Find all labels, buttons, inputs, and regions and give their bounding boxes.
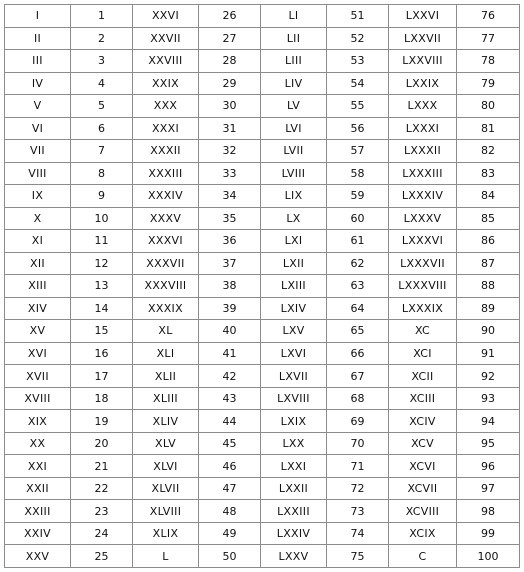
arabic-number-cell: 91 — [457, 342, 520, 365]
arabic-number-cell: 34 — [199, 185, 261, 208]
arabic-number-cell: 8 — [71, 162, 133, 185]
arabic-number-cell: 59 — [327, 185, 389, 208]
roman-numeral-cell: XIII — [5, 275, 71, 298]
table-row — [5, 320, 520, 343]
table-row — [5, 27, 520, 50]
arabic-number-cell: 47 — [199, 477, 261, 500]
arabic-number-cell: 40 — [199, 320, 261, 343]
arabic-number-cell: 20 — [71, 432, 133, 455]
arabic-number-cell: 64 — [327, 297, 389, 320]
arabic-number-cell: 71 — [327, 455, 389, 478]
arabic-number-cell: 4 — [71, 72, 133, 95]
arabic-number-cell: 66 — [327, 342, 389, 365]
arabic-number-cell: 27 — [199, 27, 261, 50]
roman-numeral-cell: LXXXIV — [389, 185, 457, 208]
roman-numeral-cell: XI — [5, 230, 71, 253]
roman-numeral-cell: LXIV — [261, 297, 327, 320]
roman-numeral-cell: III — [5, 50, 71, 73]
arabic-number-cell: 33 — [199, 162, 261, 185]
arabic-number-cell: 73 — [327, 500, 389, 523]
arabic-number-cell: 89 — [457, 297, 520, 320]
roman-numeral-cell: XLIX — [133, 522, 199, 545]
arabic-number-cell: 53 — [327, 50, 389, 73]
roman-numeral-cell: XXIV — [5, 522, 71, 545]
roman-numeral-cell: LXXIV — [261, 522, 327, 545]
arabic-number-cell: 43 — [199, 387, 261, 410]
arabic-number-cell: 21 — [71, 455, 133, 478]
roman-numeral-cell: XCIII — [389, 387, 457, 410]
roman-numeral-cell: LXV — [261, 320, 327, 343]
arabic-number-cell: 26 — [199, 5, 261, 28]
arabic-number-cell: 42 — [199, 365, 261, 388]
arabic-number-cell: 69 — [327, 410, 389, 433]
arabic-number-cell: 35 — [199, 207, 261, 230]
roman-numeral-cell: XCIX — [389, 522, 457, 545]
roman-numeral-cell: XLIII — [133, 387, 199, 410]
roman-numeral-cell: XCVIII — [389, 500, 457, 523]
table-body — [5, 5, 520, 568]
roman-numeral-cell: XLVII — [133, 477, 199, 500]
roman-numeral-cell: LIII — [261, 50, 327, 73]
table-row — [5, 297, 520, 320]
roman-numeral-cell: XXXIX — [133, 297, 199, 320]
roman-numeral-cell: VII — [5, 140, 71, 163]
roman-numeral-cell: LIV — [261, 72, 327, 95]
table-row — [5, 432, 520, 455]
arabic-number-cell: 25 — [71, 545, 133, 568]
roman-numeral-cell: LXXIX — [389, 72, 457, 95]
roman-numeral-cell: LVIII — [261, 162, 327, 185]
table-row — [5, 185, 520, 208]
roman-numeral-cell: LXVI — [261, 342, 327, 365]
roman-numeral-cell: XLV — [133, 432, 199, 455]
arabic-number-cell: 75 — [327, 545, 389, 568]
roman-numeral-cell: XLVIII — [133, 500, 199, 523]
arabic-number-cell: 80 — [457, 95, 520, 118]
arabic-number-cell: 61 — [327, 230, 389, 253]
roman-numeral-cell: LXII — [261, 252, 327, 275]
roman-numeral-cell: LXI — [261, 230, 327, 253]
arabic-number-cell: 23 — [71, 500, 133, 523]
roman-numeral-cell: LXXV — [261, 545, 327, 568]
arabic-number-cell: 94 — [457, 410, 520, 433]
arabic-number-cell: 72 — [327, 477, 389, 500]
roman-numeral-cell: II — [5, 27, 71, 50]
arabic-number-cell: 19 — [71, 410, 133, 433]
arabic-number-cell: 50 — [199, 545, 261, 568]
arabic-number-cell: 77 — [457, 27, 520, 50]
roman-numeral-cell: LXXXV — [389, 207, 457, 230]
arabic-number-cell: 90 — [457, 320, 520, 343]
arabic-number-cell: 12 — [71, 252, 133, 275]
roman-numeral-cell: LXXVIII — [389, 50, 457, 73]
arabic-number-cell: 6 — [71, 117, 133, 140]
table-row — [5, 117, 520, 140]
roman-numeral-cell: LXXXIII — [389, 162, 457, 185]
arabic-number-cell: 22 — [71, 477, 133, 500]
roman-numeral-cell: XXVI — [133, 5, 199, 28]
table-row — [5, 342, 520, 365]
arabic-number-cell: 41 — [199, 342, 261, 365]
roman-numeral-cell: XXVII — [133, 27, 199, 50]
arabic-number-cell: 9 — [71, 185, 133, 208]
roman-numeral-cell: XVIII — [5, 387, 71, 410]
arabic-number-cell: 48 — [199, 500, 261, 523]
arabic-number-cell: 7 — [71, 140, 133, 163]
roman-numeral-cell: XIV — [5, 297, 71, 320]
arabic-number-cell: 3 — [71, 50, 133, 73]
roman-numeral-cell: XCIV — [389, 410, 457, 433]
arabic-number-cell: 38 — [199, 275, 261, 298]
roman-numeral-cell: XIX — [5, 410, 71, 433]
arabic-number-cell: 49 — [199, 522, 261, 545]
roman-numeral-cell: XXV — [5, 545, 71, 568]
arabic-number-cell: 98 — [457, 500, 520, 523]
roman-numeral-cell: XX — [5, 432, 71, 455]
roman-numeral-cell: XCVII — [389, 477, 457, 500]
arabic-number-cell: 37 — [199, 252, 261, 275]
arabic-number-cell: 18 — [71, 387, 133, 410]
table-row — [5, 5, 520, 28]
roman-numeral-cell: LX — [261, 207, 327, 230]
table-row — [5, 275, 520, 298]
arabic-number-cell: 15 — [71, 320, 133, 343]
roman-numeral-cell: LXXII — [261, 477, 327, 500]
roman-numeral-cell: LXXVI — [389, 5, 457, 28]
roman-numeral-cell: XII — [5, 252, 71, 275]
roman-numeral-cell: XXII — [5, 477, 71, 500]
arabic-number-cell: 93 — [457, 387, 520, 410]
roman-numeral-cell: XLI — [133, 342, 199, 365]
roman-numeral-cell: XXXVI — [133, 230, 199, 253]
roman-numeral-cell: LXIII — [261, 275, 327, 298]
arabic-number-cell: 76 — [457, 5, 520, 28]
roman-numeral-cell: XXXVII — [133, 252, 199, 275]
roman-numeral-cell: XXIII — [5, 500, 71, 523]
arabic-number-cell: 99 — [457, 522, 520, 545]
roman-numeral-cell: XVII — [5, 365, 71, 388]
arabic-number-cell: 24 — [71, 522, 133, 545]
arabic-number-cell: 60 — [327, 207, 389, 230]
roman-numeral-cell: VI — [5, 117, 71, 140]
arabic-number-cell: 54 — [327, 72, 389, 95]
arabic-number-cell: 70 — [327, 432, 389, 455]
arabic-number-cell: 86 — [457, 230, 520, 253]
roman-numeral-cell: LXXXI — [389, 117, 457, 140]
arabic-number-cell: 29 — [199, 72, 261, 95]
arabic-number-cell: 74 — [327, 522, 389, 545]
arabic-number-cell: 28 — [199, 50, 261, 73]
arabic-number-cell: 79 — [457, 72, 520, 95]
table-row — [5, 522, 520, 545]
table-row — [5, 252, 520, 275]
arabic-number-cell: 32 — [199, 140, 261, 163]
roman-numeral-cell: XCI — [389, 342, 457, 365]
arabic-number-cell: 45 — [199, 432, 261, 455]
roman-numeral-cell: XLVI — [133, 455, 199, 478]
roman-numeral-cell: LXX — [261, 432, 327, 455]
roman-numeral-cell: XLII — [133, 365, 199, 388]
roman-numeral-cell: LXVII — [261, 365, 327, 388]
roman-numeral-cell: XVI — [5, 342, 71, 365]
roman-numeral-cell: XXX — [133, 95, 199, 118]
roman-numeral-cell: LXXVII — [389, 27, 457, 50]
table-row — [5, 545, 520, 568]
roman-numeral-table — [4, 4, 520, 568]
table-row — [5, 387, 520, 410]
arabic-number-cell: 83 — [457, 162, 520, 185]
roman-numeral-cell: LXXXVI — [389, 230, 457, 253]
roman-numeral-cell: C — [389, 545, 457, 568]
arabic-number-cell: 10 — [71, 207, 133, 230]
roman-numeral-cell: XXVIII — [133, 50, 199, 73]
table-row — [5, 500, 520, 523]
roman-numeral-cell: V — [5, 95, 71, 118]
roman-numeral-cell: LXXXII — [389, 140, 457, 163]
roman-numeral-cell: I — [5, 5, 71, 28]
roman-numeral-cell: LXXXVII — [389, 252, 457, 275]
table-row — [5, 410, 520, 433]
table-row — [5, 230, 520, 253]
roman-numeral-cell: VIII — [5, 162, 71, 185]
arabic-number-cell: 58 — [327, 162, 389, 185]
arabic-number-cell: 87 — [457, 252, 520, 275]
roman-numeral-cell: LVI — [261, 117, 327, 140]
roman-numeral-cell: X — [5, 207, 71, 230]
arabic-number-cell: 16 — [71, 342, 133, 365]
arabic-number-cell: 55 — [327, 95, 389, 118]
roman-numeral-cell: LXXI — [261, 455, 327, 478]
roman-numeral-cell: XC — [389, 320, 457, 343]
roman-numeral-cell: XLIV — [133, 410, 199, 433]
arabic-number-cell: 39 — [199, 297, 261, 320]
arabic-number-cell: 85 — [457, 207, 520, 230]
table-row — [5, 140, 520, 163]
roman-numeral-cell: XXXIV — [133, 185, 199, 208]
arabic-number-cell: 84 — [457, 185, 520, 208]
roman-numeral-cell: XXIX — [133, 72, 199, 95]
arabic-number-cell: 95 — [457, 432, 520, 455]
table-row — [5, 72, 520, 95]
arabic-number-cell: 57 — [327, 140, 389, 163]
roman-numeral-cell: XXXI — [133, 117, 199, 140]
roman-numeral-cell: LIX — [261, 185, 327, 208]
arabic-number-cell: 14 — [71, 297, 133, 320]
arabic-number-cell: 31 — [199, 117, 261, 140]
arabic-number-cell: 63 — [327, 275, 389, 298]
roman-numeral-cell: LI — [261, 5, 327, 28]
roman-numeral-cell: L — [133, 545, 199, 568]
table-row — [5, 365, 520, 388]
arabic-number-cell: 2 — [71, 27, 133, 50]
arabic-number-cell: 81 — [457, 117, 520, 140]
arabic-number-cell: 5 — [71, 95, 133, 118]
roman-numeral-cell: LXIX — [261, 410, 327, 433]
roman-numeral-cell: LXXIII — [261, 500, 327, 523]
table-row — [5, 207, 520, 230]
arabic-number-cell: 82 — [457, 140, 520, 163]
arabic-number-cell: 30 — [199, 95, 261, 118]
arabic-number-cell: 96 — [457, 455, 520, 478]
roman-numeral-cell: XCII — [389, 365, 457, 388]
table-row — [5, 455, 520, 478]
arabic-number-cell: 52 — [327, 27, 389, 50]
arabic-number-cell: 1 — [71, 5, 133, 28]
roman-numeral-cell: LII — [261, 27, 327, 50]
roman-numeral-cell: XXI — [5, 455, 71, 478]
table-row — [5, 50, 520, 73]
arabic-number-cell: 78 — [457, 50, 520, 73]
arabic-number-cell: 36 — [199, 230, 261, 253]
roman-numeral-cell: XV — [5, 320, 71, 343]
roman-numeral-cell: XXXII — [133, 140, 199, 163]
arabic-number-cell: 65 — [327, 320, 389, 343]
roman-numeral-cell: XCVI — [389, 455, 457, 478]
arabic-number-cell: 46 — [199, 455, 261, 478]
arabic-number-cell: 67 — [327, 365, 389, 388]
roman-numeral-cell: XXXIII — [133, 162, 199, 185]
arabic-number-cell: 13 — [71, 275, 133, 298]
roman-numeral-cell: LXXX — [389, 95, 457, 118]
arabic-number-cell: 51 — [327, 5, 389, 28]
arabic-number-cell: 56 — [327, 117, 389, 140]
arabic-number-cell: 17 — [71, 365, 133, 388]
arabic-number-cell: 44 — [199, 410, 261, 433]
arabic-number-cell: 11 — [71, 230, 133, 253]
arabic-number-cell: 68 — [327, 387, 389, 410]
arabic-number-cell: 97 — [457, 477, 520, 500]
roman-numeral-cell: XL — [133, 320, 199, 343]
roman-numeral-cell: XXXVIII — [133, 275, 199, 298]
arabic-number-cell: 62 — [327, 252, 389, 275]
table-row — [5, 162, 520, 185]
table-row — [5, 477, 520, 500]
arabic-number-cell: 100 — [457, 545, 520, 568]
roman-numeral-cell: LVII — [261, 140, 327, 163]
roman-numeral-cell: XXXV — [133, 207, 199, 230]
roman-numeral-cell: IV — [5, 72, 71, 95]
roman-numeral-cell: LXVIII — [261, 387, 327, 410]
arabic-number-cell: 92 — [457, 365, 520, 388]
roman-numeral-cell: IX — [5, 185, 71, 208]
arabic-number-cell: 88 — [457, 275, 520, 298]
roman-numeral-cell: LXXXVIII — [389, 275, 457, 298]
roman-numeral-cell: XCV — [389, 432, 457, 455]
roman-numeral-cell: LXXXIX — [389, 297, 457, 320]
roman-numeral-cell: LV — [261, 95, 327, 118]
table-row — [5, 95, 520, 118]
